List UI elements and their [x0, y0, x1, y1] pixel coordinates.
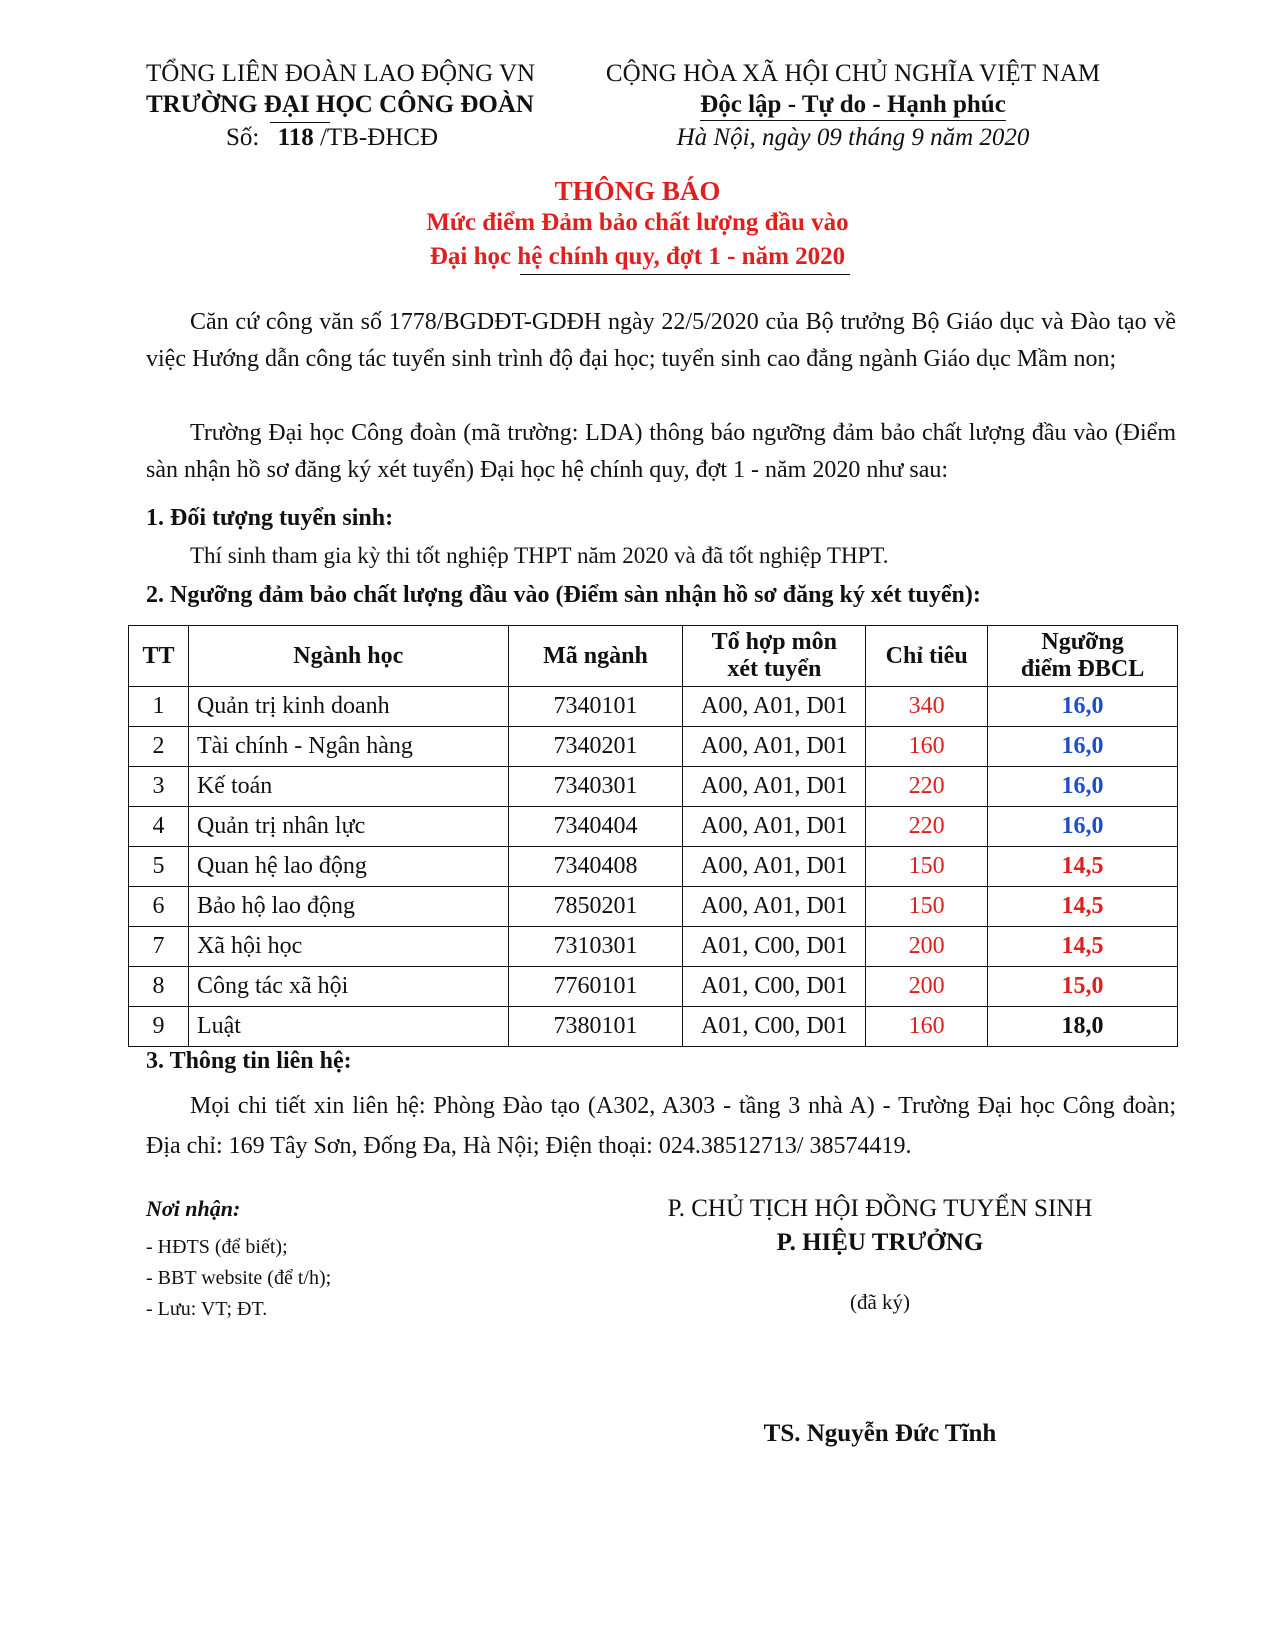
cell-tt: 8: [129, 967, 189, 1007]
cell-combo: A01, C00, D01: [683, 927, 866, 967]
cell-combo: A01, C00, D01: [683, 967, 866, 1007]
col-header-tt: TT: [129, 626, 189, 687]
school-name: TRƯỜNG ĐẠI HỌC CÔNG ĐOÀN: [146, 91, 534, 118]
org-name: TỔNG LIÊN ĐOÀN LAO ĐỘNG VN: [146, 60, 536, 87]
table-row: [129, 887, 1178, 927]
cell-code: 7310301: [508, 927, 683, 967]
table-row: [129, 927, 1178, 967]
recipient-item: - HĐTS (để biết);: [146, 1236, 288, 1258]
table-row: [129, 1007, 1178, 1047]
cell-code: 7760101: [508, 967, 683, 1007]
cell-tt: 5: [129, 847, 189, 887]
cell-major: Công tác xã hội: [188, 967, 508, 1007]
cell-tt: 9: [129, 1007, 189, 1047]
cell-code: 7340101: [508, 687, 683, 727]
cell-major: Quản trị nhân lực: [188, 807, 508, 847]
cell-major: Tài chính - Ngân hàng: [188, 727, 508, 767]
school-underline: [270, 122, 330, 123]
recipient-item: - Lưu: VT; ĐT.: [146, 1298, 268, 1320]
cell-tt: 7: [129, 927, 189, 967]
cell-code: 7340408: [508, 847, 683, 887]
cell-score: 16,0: [988, 727, 1178, 767]
cell-quota: 150: [866, 847, 988, 887]
cell-major: Xã hội học: [188, 927, 508, 967]
cell-quota: 200: [866, 967, 988, 1007]
cell-quota: 220: [866, 807, 988, 847]
intro-paragraph-1: Căn cứ công văn số 1778/BGDĐT-GDĐH ngày 22/5/2020 của Bộ trưởng Bộ Giáo dục và Đào tạo về việc Hướng dẫn công tác tuyển sinh trình độ đại học; tuyển sinh cao đẳng ngành Giáo dục Mầm non;: [146, 309, 1176, 372]
cell-combo: A00, A01, D01: [683, 727, 866, 767]
cell-quota: 200: [866, 927, 988, 967]
recipient-item: - BBT website (để t/h);: [146, 1267, 332, 1289]
cell-combo: A00, A01, D01: [683, 847, 866, 887]
section-1-heading: 1. Đối tượng tuyển sinh:: [146, 505, 394, 531]
cell-score: 16,0: [988, 807, 1178, 847]
table-row: [129, 967, 1178, 1007]
cell-score: 14,5: [988, 847, 1178, 887]
doc-number: Số: 118 /TB-ĐHCĐ: [226, 124, 439, 151]
section-1-text: Thí sinh tham gia kỳ thi tốt nghiệp THPT năm 2020 và đã tốt nghiệp THPT.: [190, 543, 889, 568]
cell-major: Bảo hộ lao động: [188, 887, 508, 927]
cell-combo: A00, A01, D01: [683, 887, 866, 927]
cell-quota: 220: [866, 767, 988, 807]
notice-title: THÔNG BÁO: [554, 176, 721, 206]
cell-major: Quản trị kinh doanh: [188, 687, 508, 727]
signature-title-2: P. HIỆU TRƯỞNG: [776, 1229, 984, 1256]
cell-major: Luật: [188, 1007, 508, 1047]
cell-score: 16,0: [988, 767, 1178, 807]
section-3-heading: 3. Thông tin liên hệ:: [146, 1048, 352, 1074]
signed-note: (đã ký): [849, 1290, 911, 1314]
col-header-combo: Tổ hợp môn xét tuyển: [683, 626, 866, 687]
signature-title-1: P. CHỦ TỊCH HỘI ĐỒNG TUYỂN SINH: [667, 1195, 1093, 1222]
national-motto: Độc lập - Tự do - Hạnh phúc: [588, 91, 1118, 119]
cell-quota: 160: [866, 1007, 988, 1047]
cell-score: 14,5: [988, 927, 1178, 967]
col-header-code: Mã ngành: [508, 626, 683, 687]
table-row: [129, 727, 1178, 767]
threshold-table: [128, 625, 1178, 1047]
notice-subtitle: Mức điểm Đảm bảo chất lượng đầu vào: [426, 209, 849, 236]
notice-subtitle-2: Đại học hệ chính quy, đợt 1 - năm 2020: [429, 243, 846, 270]
cell-combo: A01, C00, D01: [683, 1007, 866, 1047]
cell-score: 18,0: [988, 1007, 1178, 1047]
cell-code: 7340301: [508, 767, 683, 807]
cell-code: 7340201: [508, 727, 683, 767]
col-header-major: Ngành học: [188, 626, 508, 687]
cell-score: 16,0: [988, 687, 1178, 727]
cell-code: 7850201: [508, 887, 683, 927]
cell-score: 15,0: [988, 967, 1178, 1007]
cell-quota: 160: [866, 727, 988, 767]
signer-name: TS. Nguyễn Đức Tĩnh: [763, 1420, 997, 1447]
cell-quota: 340: [866, 687, 988, 727]
cell-tt: 2: [129, 727, 189, 767]
title-underline: [520, 274, 850, 275]
cell-major: Kế toán: [188, 767, 508, 807]
cell-score: 14,5: [988, 887, 1178, 927]
cell-tt: 6: [129, 887, 189, 927]
section-3-text: Mọi chi tiết xin liên hệ: Phòng Đào tạo (A302, A303 - tầng 3 nhà A) - Trường Đại học Công đoàn; Địa chỉ: 169 Tây Sơn, Đống Đa, Hà Nội; Điện thoại: 024.38512713/ 38574419.: [146, 1093, 1176, 1159]
table-row: [129, 687, 1178, 727]
col-header-quota: Chỉ tiêu: [866, 626, 988, 687]
cell-quota: 150: [866, 887, 988, 927]
table-header-row: [129, 626, 1178, 687]
issue-date: Hà Nội, ngày 09 tháng 9 năm 2020: [676, 124, 1030, 151]
cell-tt: 1: [129, 687, 189, 727]
cell-code: 7380101: [508, 1007, 683, 1047]
cell-code: 7340404: [508, 807, 683, 847]
cell-major: Quan hệ lao động: [188, 847, 508, 887]
cell-combo: A00, A01, D01: [683, 767, 866, 807]
table-row: [129, 767, 1178, 807]
intro-paragraph-2: Trường Đại học Công đoàn (mã trường: LDA) thông báo ngưỡng đảm bảo chất lượng đầu vào (Điểm sàn nhận hồ sơ đăng ký xét tuyển) Đại học hệ chính quy, đợt 1 - năm 2020 như sau:: [146, 420, 1176, 483]
recipients-list: [146, 1232, 331, 1325]
cell-tt: 3: [129, 767, 189, 807]
cell-tt: 4: [129, 807, 189, 847]
section-2-heading: 2. Ngưỡng đảm bảo chất lượng đầu vào (Điểm sàn nhận hồ sơ đăng ký xét tuyển):: [146, 582, 981, 608]
recipients-label: Nơi nhận:: [146, 1196, 241, 1221]
national-title: CỘNG HÒA XÃ HỘI CHỦ NGHĨA VIỆT NAM: [605, 60, 1101, 87]
table-row: [129, 847, 1178, 887]
table-row: [129, 807, 1178, 847]
cell-combo: A00, A01, D01: [683, 687, 866, 727]
cell-combo: A00, A01, D01: [683, 807, 866, 847]
col-header-threshold: Ngưỡng điểm ĐBCL: [988, 626, 1178, 687]
